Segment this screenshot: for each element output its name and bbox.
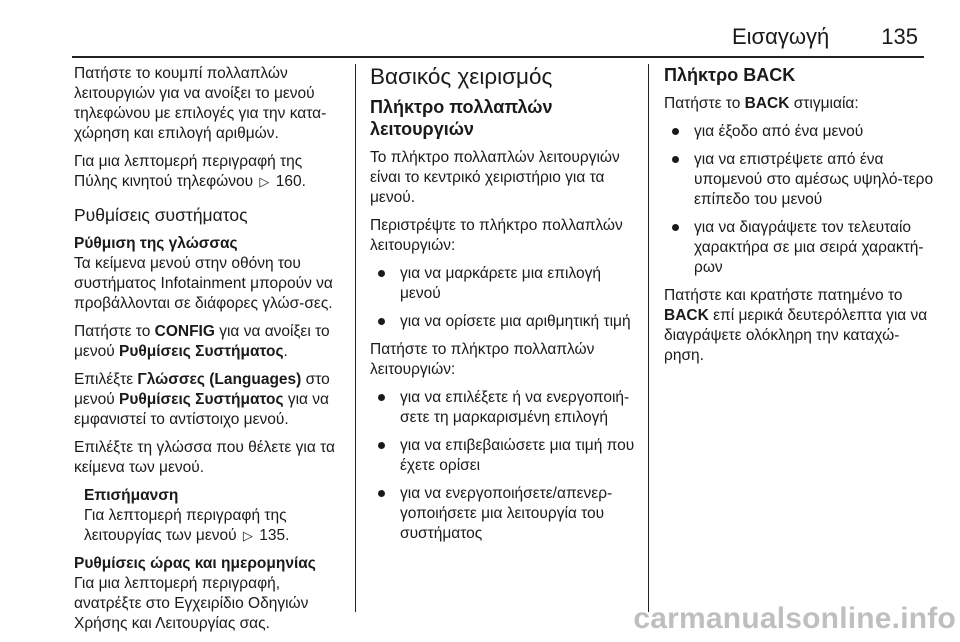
basic-operation-title: Βασικός χειρισμός [370,64,553,89]
watermark: carmanualsonline.info [633,602,956,635]
bullet-icon [378,442,385,449]
section-title: Εισαγωγή [732,24,830,49]
column-right [664,64,936,374]
list-item: για να επιστρέψετε από ένα υπομενού στο αμέσως υψηλό‐τερο επίπεδο του μενού [664,150,936,210]
list-item: για να ενεργοποιήσετε/απενερ‐γοποιήσετε μια λειτουργία του συστήματος [370,484,638,544]
bullet-icon [378,318,385,325]
column-left [74,64,344,642]
page-reference[interactable]: 135. [259,527,290,544]
header-divider [72,56,924,58]
rotate-list [370,264,638,332]
note-block: Επισήμανση Για λεπτομερή περιγραφή της λειτουργίας των μενού ▷ 135. [74,486,344,546]
back-list [664,122,936,278]
list-item: για να επιβεβαιώσετε μια τιμή που έχετε ορίσει [370,436,638,476]
rotate-paragraph: Περιστρέψτε το πλήκτρο πολλαπλών λειτουργιών: [370,217,623,254]
phone-portal-paragraph: Για μια λεπτομερή περιγραφή της Πύλης κινητού τηλεφώνου ▷ 160. [74,153,306,190]
select-language-paragraph: Επιλέξτε Γλώσσες (Languages) στο μενού Ρυθμίσεις Συστήματος για να εμφανιστεί το αντίστοιχο μενού. [74,371,330,428]
config-paragraph: Πατήστε το CONFIG για να ανοίξει το μενού Ρυθμίσεις Συστήματος. [74,323,330,360]
list-item: για να επιλέξετε ή να ενεργοποιή‐σετε τη μαρκαρισμένη επιλογή [370,388,638,428]
page-reference-icon: ▷ [242,528,253,543]
multifunction-knob-heading: Πλήκτρο πολλαπλών λειτουργιών [370,97,553,139]
page-reference[interactable]: 160. [275,173,306,190]
knob-intro-paragraph: Το πλήκτρο πολλαπλών λειτουργιών είναι το κεντρικό χειριστήριο για τα μενού. [370,149,620,206]
list-item: για έξοδο από ένα μενού [664,122,936,142]
column-middle [370,64,638,552]
bullet-icon [378,490,385,497]
system-settings-heading: Ρυθμίσεις συστήματος [74,205,248,225]
page-reference-icon: ▷ [259,174,270,189]
phone-menu-paragraph: Πατήστε το κουμπί πολλαπλών λειτουργιών για να ανοίξει το μενού τηλεφώνου με επιλογές για την κατα‐χώρηση και επιλογή αριθμών. [74,65,327,142]
choose-language-paragraph: Επιλέξτε τη γλώσσα που θέλετε για τα κείμενα των μενού. [74,439,335,476]
time-date-heading: Ρυθμίσεις ώρας και ημερομηνίας [74,555,316,572]
column-divider-2 [648,64,649,612]
column-divider-1 [355,64,356,612]
language-paragraph: Τα κείμενα μενού στην οθόνη του συστήματος Infotainment μπορούν να προβάλλονται σε διάφορες γλώσ‐σες. [74,255,333,312]
language-heading: Ρύθμιση της γλώσσας [74,235,238,252]
back-button-heading: Πλήκτρο BACK [664,65,796,85]
bullet-icon [672,128,679,135]
press-list [370,388,638,544]
page-number: 135 [881,24,918,49]
bullet-icon [672,224,679,231]
bullet-icon [672,156,679,163]
page-header [732,24,918,50]
time-date-paragraph: Για μια λεπτομερή περιγραφή, ανατρέξτε στο Εγχειρίδιο Οδηγιών Χρήσης και Λειτουργίας σας. [74,575,309,632]
list-item: για να διαγράψετε τον τελευταίο χαρακτήρα σε μια σειρά χαρακτή‐ρων [664,218,936,278]
list-item: για να ορίσετε μια αριθμητική τιμή [370,312,638,332]
press-paragraph: Πατήστε το πλήκτρο πολλαπλών λειτουργιών: [370,341,595,378]
back-press-paragraph: Πατήστε το BACK στιγμιαία: [664,95,859,112]
note-label: Επισήμανση [84,487,179,504]
back-hold-paragraph: Πατήστε και κρατήστε πατημένο το BACK επί μερικά δευτερόλεπτα για να διαγράψετε ολόκληρη την καταχώ‐ρηση. [664,287,928,364]
bullet-icon [378,270,385,277]
list-item: για να μαρκάρετε μια επιλογή μενού [370,264,638,304]
bullet-icon [378,394,385,401]
